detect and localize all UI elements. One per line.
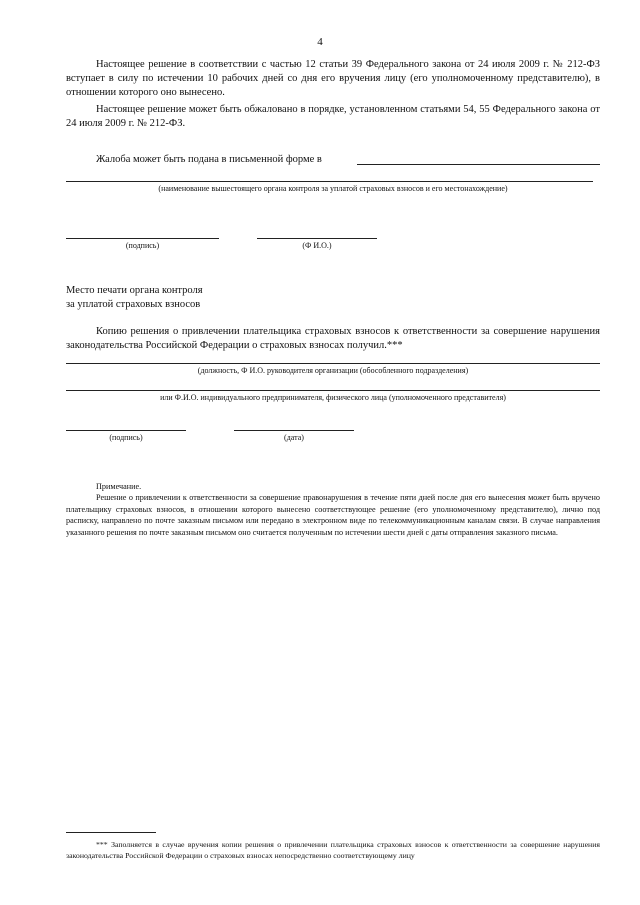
- recipient-signature-caption: (подпись): [109, 433, 143, 442]
- complaint-authority-line: [357, 164, 600, 165]
- footnote-text: *** Заполняется в случае вручения копии решения о привлечении плательщика страховых взносов к ответственности за совершение нарушения законодательства Российской Федерации о страховых взносах непосредственно соответствующему лицу: [66, 840, 600, 860]
- page-number: 4: [317, 36, 323, 48]
- note-title: Примечание.: [96, 482, 142, 491]
- fio-caption: (Ф И.О.): [302, 241, 332, 250]
- complaint-signature-line: [66, 238, 219, 239]
- stamp-label-line1: Место печати органа контроля: [66, 285, 203, 296]
- recipient-date-caption: (дата): [284, 433, 304, 442]
- recipient-date-line: [234, 430, 354, 431]
- recipient-position-line: [66, 363, 600, 364]
- authority-caption: (наименование вышестоящего органа контроля за уплатой страховых взносов и его местонахождение): [158, 184, 508, 193]
- recipient-position-caption: (должность, Ф И.О. руководителя организации (обособленного подразделения): [197, 366, 469, 375]
- complaint-fio-line: [257, 238, 377, 239]
- note-text: Решение о привлечении к ответственности за совершение правонарушения в течение пяти дней после дня его вынесения может быть вручено плательщику страховых взносов, в отношении которого вынесено соответствующее решение (его уполномоченному представителю), лично под расписку, направлено по почте заказным письмом или передано в электронном виде по телекоммуникационным каналам связи. В случае направления указанного решения по почте заказным письмом оно считается полученным по истечении шести дней с даты отправления заказного письма.: [66, 493, 600, 537]
- decision-paragraph-2: Настоящее решение может быть обжаловано в порядке, установленном статьями 54, 55 Федерального закона от 24 июля 2009 г. № 212-ФЗ.: [66, 104, 600, 129]
- footnote-separator: [66, 832, 156, 833]
- decision-paragraph-1: Настоящее решение в соответствии с частью 12 статьи 39 Федерального закона от 24 июля 2009 г. № 212-ФЗ вступает в силу по истечении 10 рабочих дней со дня его вручения лицу (его уполномоченному представителю), в отношении которого оно вынесено.: [66, 59, 600, 98]
- complaint-label: Жалоба может быть подана в письменной форме в: [96, 154, 322, 165]
- complaint-authority-line-2: [66, 181, 593, 182]
- recipient-name-caption: или Ф.И.О. индивидуального предпринимателя, физического лица (уполномоченного представителя): [160, 393, 506, 402]
- stamp-label-line2: за уплатой страховых взносов: [66, 299, 201, 310]
- recipient-signature-line: [66, 430, 186, 431]
- signature-caption: (подпись): [125, 241, 160, 250]
- recipient-name-line: [66, 390, 600, 391]
- copy-received-text: Копию решения о привлечении плательщика страховых взносов к ответственности за совершение нарушения законодательства Российской Федерации о страховых взносах получил.***: [66, 326, 600, 351]
